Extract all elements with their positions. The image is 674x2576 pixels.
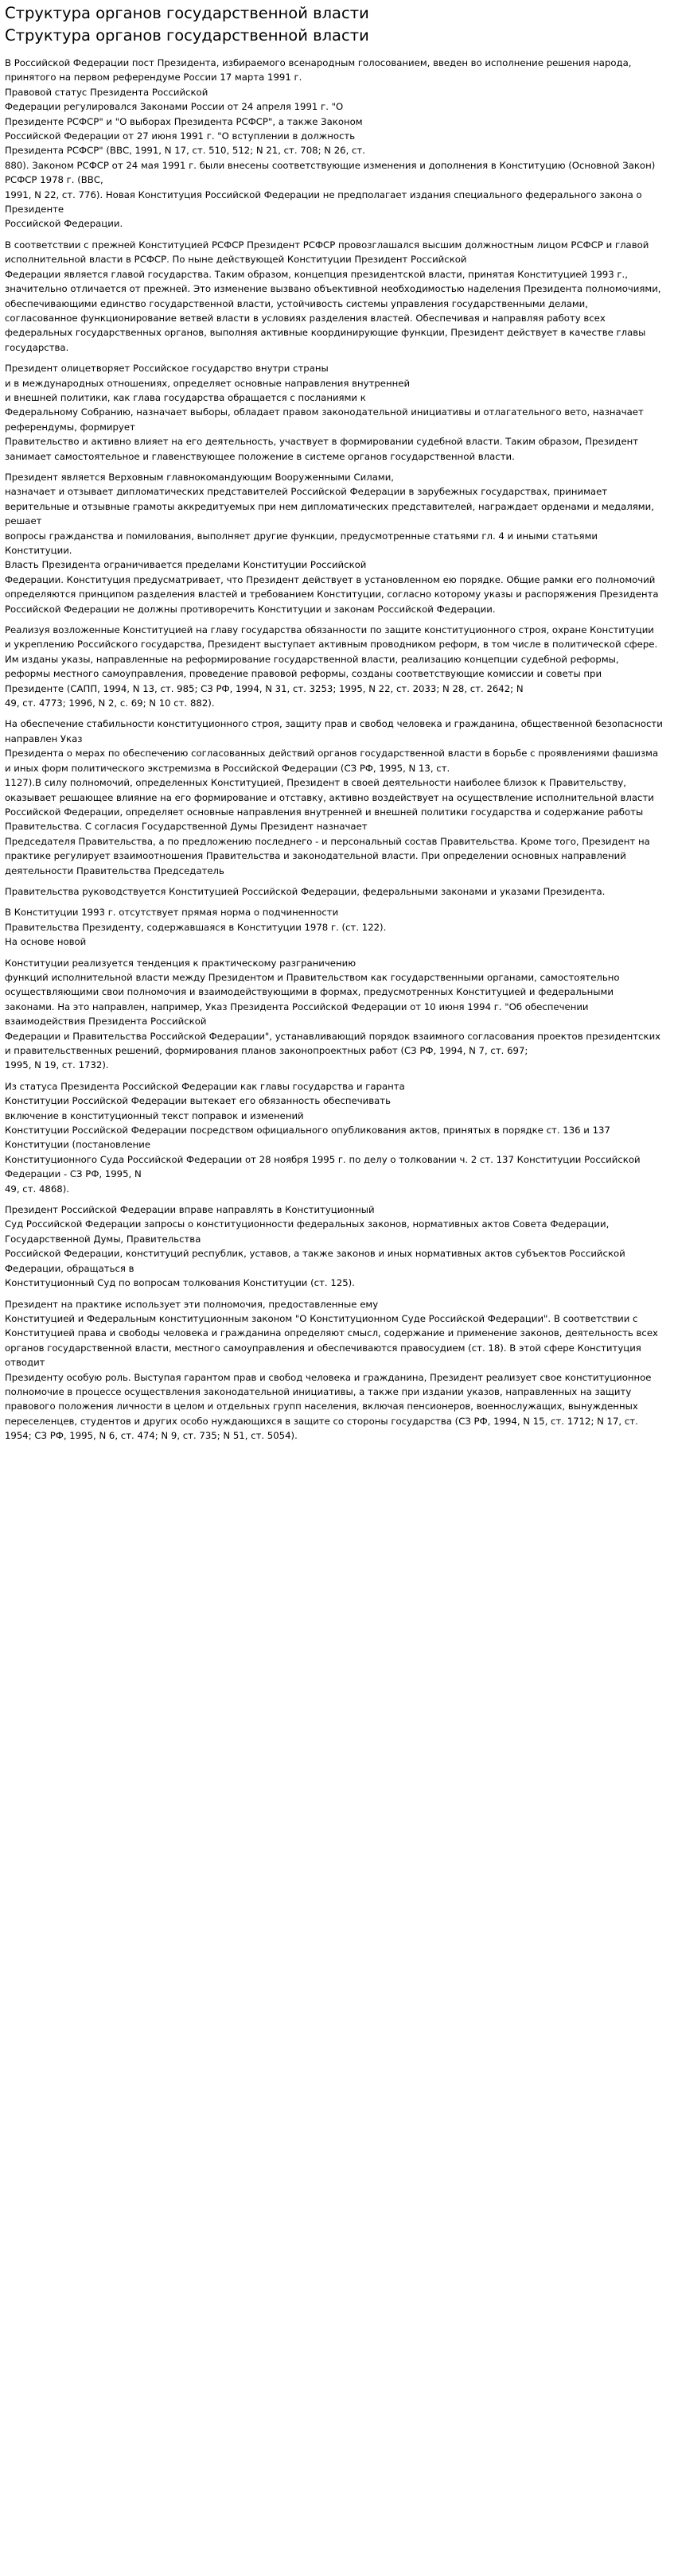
paragraph-constitutional-court: Президент Российской Федерации вправе направлять в Конституционный Суд Российской Федерации запросы о конституционности федеральных законов, нормативных актов Совета Федерации, Государственной Думы, Правительства Российской Федерации, конституций республик, уставов, а также законов и иных нормативных актов субъектов Российской Федерации, обращаться в Конституционный Суд по вопросам толкования Конституции (ст. 125). [5, 1204, 625, 1289]
paragraph-guarantor-status: Из статуса Президента Российской Федерации как главы государства и гаранта Конституции Российской Федерации вытекает его обязанность обеспечивать включение в конституционный текст поправок и изменений Конституции Российской Федерации посредством официального опубликования актов, принятых в порядке ст. 136 и 137 Конституции (постановление Конституционного Суда Российской Федерации от 28 ноября 1995 г. по делу о толковании ч. 2 ст. 137 Конституции Российской Федерации - СЗ РФ, 1995, N 49, ст. 4868). [5, 1080, 641, 1195]
paragraph-commander-in-chief: Президент является Верховным главнокомандующим Вооруженными Силами, назначает и отзывает дипломатических представителей Российской Федерации в зарубежных государствах, принимает верительные и отзывные грамоты аккредитуемых при нем дипломатических представителей, награждает орденами и медалями, решает вопросы гражданства и помилования, выполняет другие функции, предусмотренные статьями гл. 4 и иными статьями Конституции. Власть Президента ограничивается пределами Конституции Российской Федерации. Конституция предусматривает, что Президент действует в установленном ею порядке. Общие рамки его полномочий определяются принципом разделения властей и требованием Конституции, согласно которому указы и распоряжения Президента Российской Федерации не должны противоречить Конституции и законам Российской Федерации. [5, 471, 659, 615]
paragraph-state-representation: Президент олицетворяет Российское государство внутри страны и в международных отношениях, определяет основные направления внутренней и внешней политики, как глава государства обращается с посланиями к Федеральному Собранию, назначает выборы, обладает правом законодательной инициативы и отлагательного вето, назначает референдумы, формирует Правительство и активно влияет на его деятельность, участвует в формировании судебной власти. Таким образом, Президент занимает самостоятельное и главенствующее положение в системе органов государственной власти. [5, 363, 644, 462]
paragraph-presidential-post: В Российской Федерации пост Президента, избираемого всенародным голосованием, введен во исполнение решения народа, принятого на первом референдуме России 17 марта 1991 г. Правовой статус Президента Российской Федерации регулировался Законами России от 24 апреля 1991 г. "О Президенте РСФСР" и "О выборах Президента РСФСР", а также Законом Российской Федерации от 27 июня 1991 г. "О вступлении в должность Президента РСФСР" (ВВС, 1991, N 17, ст. 510, 512; N 21, ст. 708; N 26, ст. 880). Законом РСФСР от 24 мая 1991 г. были внесены соответствующие изменения и дополнения в Конституцию (Основной Закон) РСФСР 1978 г. (ВВС, 1991, N 22, ст. 776). Новая Конституция Российской Федерации не предполагает издания специального федерального закона о Президенте Российской Федерации. [5, 57, 656, 230]
paragraph-human-rights: Президент на практике использует эти полномочия, предоставленные ему Конституцией и Федеральным конституционным законом "О Конституционном Суде Российской Федерации". В соответствии с Конституцией права и свободы человека и гражданина определяют смысл, содержание и применение законов, деятельность всех органов государственной власти, местного самоуправления и обеспечиваются правосудием (ст. 18). В этой сфере Конституция отводит Президенту особую роль. Выступая гарантом прав и свобод человека и гражданина, Президент реализует свое конституционное полномочие в процессе осуществления законодательной инициативы, а также при издании указов, направленных на защиту правового положения личности в целом и отдельных групп населения, включая пенсионеров, военнослужащих, вынужденных переселенцев, студентов и других особо нуждающихся в защите со стороны государства (СЗ РФ, 1994, N 15, ст. 1712; N 17, ст. 1954; СЗ РФ, 1995, N 6, ст. 474; N 9, ст. 735; N 51, ст. 5054). [5, 1298, 658, 1442]
paragraph-constitutional-stability: На обеспечение стабильности конституционного строя, защиту прав и свобод человека и гражданина, общественной безопасности направлен Указ Президента о мерах по обеспечению согласованных действий органов государственной власти в борьбе с проявлениями фашизма и иных форм политического экстремизма в Российской Федерации (СЗ РФ, 1995, N 13, ст. 1127).В силу полномочий, определенных Конституцией, Президент в своей деятельности наиболее близок к Правительству, оказывает решающее влияние на его формирование и отставку, активно воздействует на осуществление исполнительной власти Российской Федерации, определяет основные направления внутренней и внешней политики государства и содержание работы Правительства. С согласия Государственной Думы Президент назначает Председателя Правительства, а по предложению последнего - и персональный состав Правительства. Кроме того, Президент на практике регулирует взаимоотношения Правительства и законодательной власти. При определении основных направлений деятельности Правительства Председатель [5, 718, 663, 876]
page-title: Структура органов государственной власти [5, 4, 369, 22]
paragraph-subordination: В Конституции 1993 г. отсутствует прямая норма о подчиненности Правительства Президенту, содержавшаяся в Конституции 1978 г. (ст. 122). На основе новой [5, 907, 387, 948]
paragraph-reforms: Реализуя возложенные Конституцией на главу государства обязанности по защите конституционного строя, охране Конституции и укреплению Российского государства, Президент выступает активным проводником реформ, в том числе в политической сфере. Им изданы указы, направленные на реформирование государственной власти, реализацию концепции судебной реформы, реформы местного самоуправления, проведение правовой реформы, созданы соответствующие комиссии и советы при Президенте (САПП, 1994, N 13, ст. 985; СЗ РФ, 1994, N 31, ст. 3253; 1995, N 22, ст. 2033; N 28, ст. 2642; N 49, ст. 4773; 1996, N 2, с. 69; N 10 ст. 882). [5, 624, 658, 709]
paragraph-head-of-state: В соответствии с прежней Конституцией РСФСР Президент РСФСР провозглашался высшим должностным лицом РСФСР и главой исполнительной власти в РСФСР. По ныне действующей Конституции Президент Российской Федерации является главой государства. Таким образом, концепция президентской власти, принятая Конституцией 1993 г., значительно отличается от прежней. Это изменение вызвано объективной необходимостью наделения Президента полномочиями, обеспечивающими единство государственной власти, устойчивость системы управления государственными делами, согласованное функционирование ветвей власти в условиях разделения властей. Обеспечивая и направляя работу всех федеральных государственных органов, выполняя активные координирующие функции, Президент действует в качестве главы государства. [5, 239, 661, 353]
article-body [5, 56, 663, 1443]
paragraph-government-guidance: Правительства руководствуется Конституцией Российской Федерации, федеральными законами и указами Президента. [5, 885, 606, 897]
article-title: Структура органов государственной власти [5, 26, 369, 45]
paragraph-executive-functions: Конституции реализуется тенденция к практическому разграничению функций исполнительной власти между Президентом и Правительством как государственными органами, самостоятельно осуществляющими свои полномочия и взаимодействующими в формах, предусмотренных Конституцией и федеральными законами. На это направлен, например, Указ Президента Российской Федерации от 10 июня 1994 г. "Об обеспечении взаимодействия Президента Российской Федерации и Правительства Российской Федерации", устанавливающий порядок взаимного согласования проектов президентских и правительственных решений, формирования планов законопроектных работ (СЗ РФ, 1994, N 7, ст. 697; 1995, N 19, ст. 1732). [5, 957, 661, 1071]
